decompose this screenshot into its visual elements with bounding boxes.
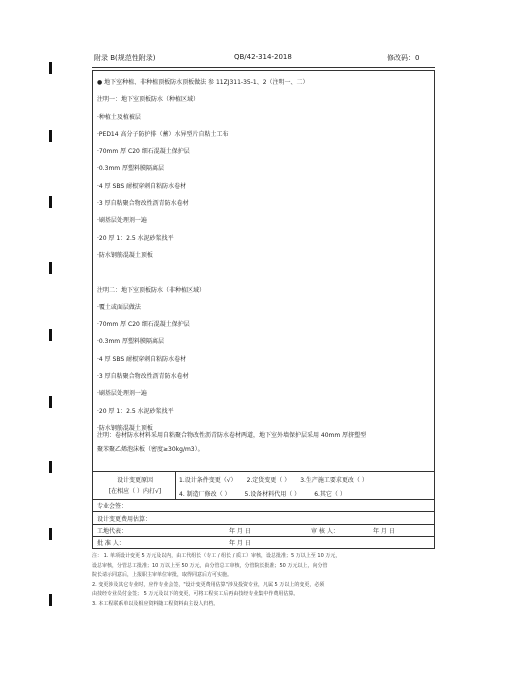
material-note — [97, 429, 431, 457]
cost-estimate-row — [93, 511, 434, 524]
list-item: ·0.3mm 厚塑料膜隔离层 — [97, 165, 165, 173]
countersign-row — [93, 499, 434, 511]
blank-line — [97, 264, 431, 281]
list-item: ·0.3mm 厚塑料膜隔离层 — [97, 338, 165, 346]
list-item: ·3 厚自粘聚合物改性沥青防水卷材 — [97, 373, 189, 381]
signature-row — [93, 524, 434, 536]
date-field: 年 月 日 — [229, 540, 251, 547]
approval-form — [93, 471, 434, 548]
note-line: 注明：卷材防水材料采用自粘聚合物改性沥青防水卷材两道，地下室外墙保护层采用 40mm 厚挤塑型 — [97, 432, 367, 439]
footnote-line: 设总审核，分管总工批准；10 万以上至 50 万元，由分管总工审核，分管院长批准；50 万元以上，向分管 — [92, 562, 328, 569]
footnotes — [92, 552, 437, 609]
footnote-line: 由技经专业员付金签； 5 万元及以下的变更，可将工程实工后再由技经专业集中作费用估算。 — [92, 591, 299, 597]
header-revision: 修改码：0 — [387, 54, 420, 62]
date-field: 年 月 日 — [229, 528, 251, 535]
option-construction-change[interactable]: 3.生产施工要求更改（ ） — [300, 476, 368, 484]
reviewer-label: 审 核 人： — [311, 528, 339, 535]
option-other[interactable]: 6.其它（ ） — [314, 490, 346, 498]
footnote-line: 院长请示同意后，上报职主审单位审批，取得同意后方可实施。 — [92, 572, 233, 578]
list-item: ·种植土及植被层 — [97, 113, 141, 121]
list-item: ·70mm 厚 C20 细石混凝土保护层 — [97, 148, 190, 156]
section-title: ● 地下室种植、非种植顶板防水顶板做法 参 11ZJ311-35-1、2（注明一、二） — [97, 79, 309, 86]
note2-title: 注明二：地下室顶板防水（非种植区域） — [97, 286, 206, 294]
footnote-line: 注： 1. 单项设计变更 5 万元及以内，由工代组长（专工 / 组长 / 质工）审核，设总批准；5 万以上至 10 万元， — [92, 553, 341, 559]
binding-mark — [49, 528, 52, 540]
list-item: ·4 厚 SBS 耐根穿刺自粘防水卷材 — [97, 355, 187, 363]
footnote-line: 2. 变更涉及其它专业时，应作专业会签，"设计变更费用估算"涉及投资专业，凡属 5 万以上的变更，必须 — [92, 581, 325, 588]
reason-label — [95, 472, 175, 499]
change-notice-frame — [92, 70, 435, 549]
list-item: ·20 厚 1：2.5 水泥砂浆找平 — [97, 407, 174, 415]
note-line: 聚苯聚乙烯泡沫板（密度≥30kg/m3）。 — [97, 446, 204, 453]
change-content — [97, 74, 431, 437]
list-item: ·PED14 高分子防护排（蓄）水异型片自粘土工布 — [97, 130, 229, 138]
header-rule — [92, 67, 435, 68]
option-material-substitute[interactable]: 5.设备材料代用（ ） — [244, 490, 301, 498]
binding-marks — [49, 0, 53, 679]
cost-estimate-label: 设计变更费用估算： — [97, 515, 152, 523]
header-standard-code: QB/42-314-2018 — [234, 53, 292, 61]
page-header — [94, 53, 434, 67]
reason-options-row-2 — [179, 486, 434, 500]
binding-mark — [49, 396, 52, 408]
approver-label: 批 准 人： — [97, 540, 125, 547]
binding-mark — [49, 594, 52, 606]
list-item: ·防水钢筋混凝土顶板 — [97, 424, 153, 432]
list-item: ·刷基层处理剂一遍 — [97, 217, 147, 225]
cell-divider — [175, 472, 176, 499]
binding-mark — [49, 461, 52, 473]
list-item: ·4 厚 SBS 耐根穿刺自粘防水卷材 — [97, 182, 187, 190]
change-reason-row — [93, 471, 434, 499]
binding-mark — [49, 62, 52, 74]
reason-options-row-1 — [179, 472, 434, 486]
list-item: ·3 厚自粘聚合物改性沥青防水卷材 — [97, 200, 189, 208]
list-item: ·防水钢筋混凝土顶板 — [97, 251, 153, 259]
list-item: ·覆土或面层做法 — [97, 303, 141, 311]
note1-title: 注明一：地下室顶板防水（种植区域） — [97, 96, 200, 104]
footnote-line: 3. 本工程联系单以及相应资料随工程资料由主设人归档。 — [92, 600, 219, 607]
header-appendix: 附录 B(规范性附录) — [94, 54, 156, 62]
option-design-condition[interactable]: 1.设计条件变更（√） — [179, 476, 237, 484]
approver-row — [93, 536, 434, 548]
binding-mark — [49, 262, 52, 274]
option-manufacturer-change[interactable]: 4. 制造厂修改（ ） — [179, 490, 231, 498]
binding-mark — [49, 130, 52, 142]
list-item: ·20 厚 1：2.5 水泥砂浆找平 — [97, 234, 174, 242]
reason-label-line: [在相应（ ）内打√] — [108, 487, 162, 495]
binding-mark — [49, 329, 52, 341]
countersign-label: 专业会签： — [97, 503, 128, 510]
list-item: ·70mm 厚 C20 细石混凝土保护层 — [97, 321, 190, 329]
reason-label-line: 设计变更原因 — [116, 476, 153, 484]
date-field: 年 月 日 — [373, 528, 395, 535]
option-order-change[interactable]: 2.定货变更（ ） — [246, 476, 291, 484]
binding-mark — [49, 196, 52, 208]
contractor-rep-label: 工地代表： — [97, 528, 128, 535]
list-item: ·刷基层处理剂一遍 — [97, 390, 147, 398]
